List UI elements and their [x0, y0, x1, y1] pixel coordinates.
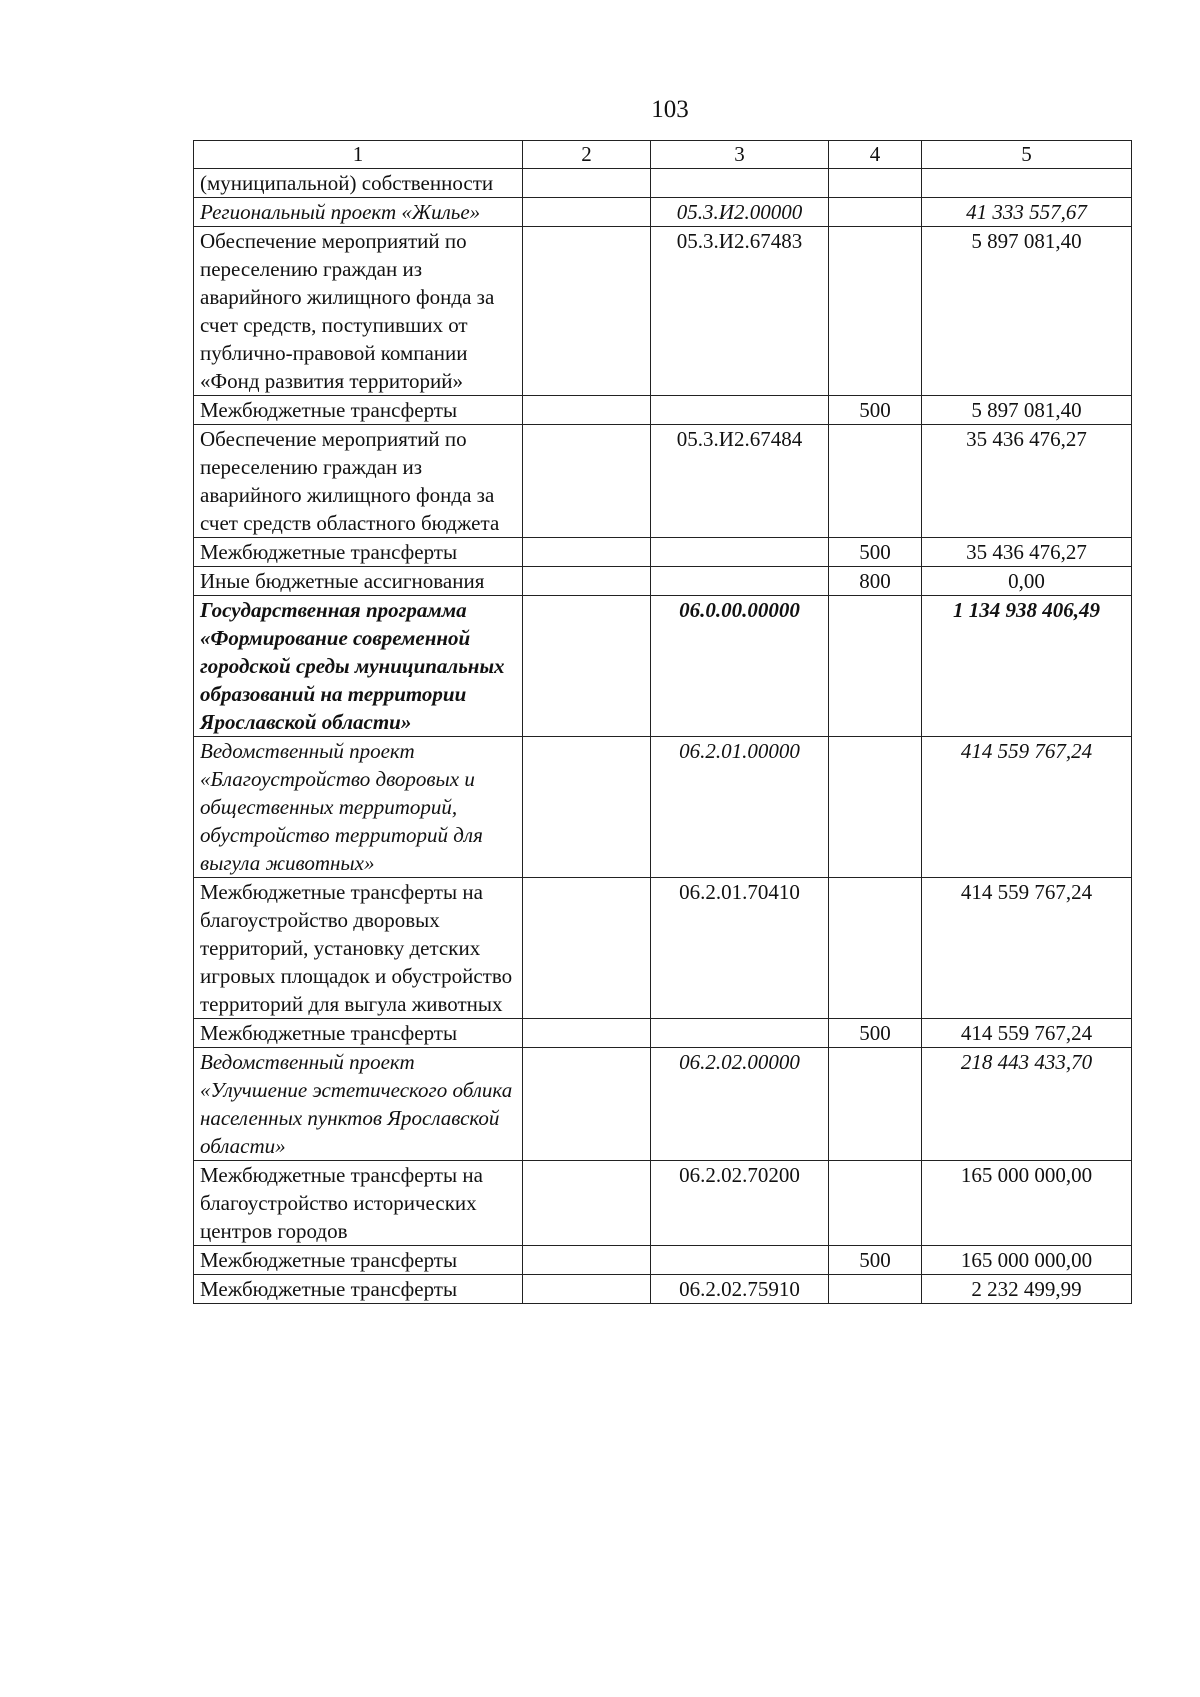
- row-code-cell: 05.3.И2.00000: [651, 198, 829, 227]
- row-amount-cell: 5 897 081,40: [922, 227, 1132, 396]
- header-col-5: 5: [922, 141, 1132, 169]
- table-row: [194, 1048, 1132, 1161]
- row-code-cell: 06.2.02.00000: [651, 1048, 829, 1161]
- table-row: [194, 227, 1132, 396]
- header-col-1: 1: [194, 141, 523, 169]
- row-col2-cell: [523, 1048, 651, 1161]
- table-row: [194, 169, 1132, 198]
- row-amount-cell: 414 559 767,24: [922, 878, 1132, 1019]
- row-code-cell: [651, 567, 829, 596]
- row-code-cell: 06.2.02.75910: [651, 1275, 829, 1304]
- row-code-cell: [651, 169, 829, 198]
- row-type-cell: [829, 878, 922, 1019]
- row-col2-cell: [523, 567, 651, 596]
- row-name-cell: Ведомственный проект «Благоустройство дворовых и общественных территорий, обустройство территорий для выгула животных»: [194, 737, 523, 878]
- row-code-cell: 06.2.02.70200: [651, 1161, 829, 1246]
- row-amount-cell: 165 000 000,00: [922, 1161, 1132, 1246]
- row-type-cell: [829, 1048, 922, 1161]
- row-name-cell: Иные бюджетные ассигнования: [194, 567, 523, 596]
- row-amount-cell: 218 443 433,70: [922, 1048, 1132, 1161]
- row-name-cell: Государственная программа «Формирование современной городской среды муниципальных образований на территории Ярославской области»: [194, 596, 523, 737]
- row-col2-cell: [523, 1246, 651, 1275]
- row-col2-cell: [523, 198, 651, 227]
- row-amount-cell: 41 333 557,67: [922, 198, 1132, 227]
- row-type-cell: 500: [829, 1019, 922, 1048]
- row-type-cell: [829, 425, 922, 538]
- row-type-cell: [829, 737, 922, 878]
- table-header-row: [194, 141, 1132, 169]
- row-col2-cell: [523, 1161, 651, 1246]
- row-amount-cell: 5 897 081,40: [922, 396, 1132, 425]
- header-col-2: 2: [523, 141, 651, 169]
- row-type-cell: 800: [829, 567, 922, 596]
- row-name-cell: Ведомственный проект «Улучшение эстетического облика населенных пунктов Ярославской области»: [194, 1048, 523, 1161]
- row-col2-cell: [523, 1275, 651, 1304]
- row-col2-cell: [523, 169, 651, 198]
- row-col2-cell: [523, 1019, 651, 1048]
- row-type-cell: [829, 1161, 922, 1246]
- row-type-cell: 500: [829, 538, 922, 567]
- row-code-cell: [651, 1019, 829, 1048]
- row-col2-cell: [523, 878, 651, 1019]
- budget-table: [193, 140, 1132, 1304]
- row-name-cell: Обеспечение мероприятий по переселению граждан из аварийного жилищного фонда за счет средств областного бюджета: [194, 425, 523, 538]
- row-amount-cell: 35 436 476,27: [922, 538, 1132, 567]
- row-type-cell: 500: [829, 396, 922, 425]
- row-type-cell: [829, 198, 922, 227]
- row-col2-cell: [523, 396, 651, 425]
- table-row: [194, 567, 1132, 596]
- table-row: [194, 1275, 1132, 1304]
- row-name-cell: Обеспечение мероприятий по переселению граждан из аварийного жилищного фонда за счет средств, поступивших от публично-правовой компании «Фонд развития территорий»: [194, 227, 523, 396]
- row-name-cell: Межбюджетные трансферты: [194, 538, 523, 567]
- table-row: [194, 538, 1132, 567]
- row-code-cell: 06.0.00.00000: [651, 596, 829, 737]
- row-name-cell: Межбюджетные трансферты: [194, 1019, 523, 1048]
- row-col2-cell: [523, 538, 651, 567]
- table-row: [194, 1019, 1132, 1048]
- table-row: [194, 878, 1132, 1019]
- table-row: [194, 425, 1132, 538]
- row-name-cell: Межбюджетные трансферты на благоустройство исторических центров городов: [194, 1161, 523, 1246]
- row-amount-cell: 2 232 499,99: [922, 1275, 1132, 1304]
- row-type-cell: [829, 596, 922, 737]
- row-name-cell: (муниципальной) собственности: [194, 169, 523, 198]
- row-amount-cell: 0,00: [922, 567, 1132, 596]
- row-amount-cell: 35 436 476,27: [922, 425, 1132, 538]
- header-col-4: 4: [829, 141, 922, 169]
- row-code-cell: [651, 396, 829, 425]
- header-col-3: 3: [651, 141, 829, 169]
- table-row: [194, 396, 1132, 425]
- row-amount-cell: 414 559 767,24: [922, 1019, 1132, 1048]
- row-col2-cell: [523, 425, 651, 538]
- table-row: [194, 1246, 1132, 1275]
- row-code-cell: [651, 1246, 829, 1275]
- row-col2-cell: [523, 596, 651, 737]
- row-name-cell: Межбюджетные трансферты на благоустройство дворовых территорий, установку детских игровых площадок и обустройство территорий для выгула животных: [194, 878, 523, 1019]
- row-code-cell: 05.3.И2.67483: [651, 227, 829, 396]
- page-number: 103: [651, 96, 689, 123]
- row-name-cell: Межбюджетные трансферты: [194, 1275, 523, 1304]
- row-type-cell: [829, 169, 922, 198]
- row-col2-cell: [523, 737, 651, 878]
- row-amount-cell: 414 559 767,24: [922, 737, 1132, 878]
- table-row: [194, 198, 1132, 227]
- row-amount-cell: [922, 169, 1132, 198]
- table-row: [194, 1161, 1132, 1246]
- row-type-cell: [829, 1275, 922, 1304]
- row-type-cell: [829, 227, 922, 396]
- row-name-cell: Региональный проект «Жилье»: [194, 198, 523, 227]
- row-col2-cell: [523, 227, 651, 396]
- row-type-cell: 500: [829, 1246, 922, 1275]
- row-code-cell: 06.2.01.00000: [651, 737, 829, 878]
- row-name-cell: Межбюджетные трансферты: [194, 1246, 523, 1275]
- row-code-cell: 05.3.И2.67484: [651, 425, 829, 538]
- table-row: [194, 596, 1132, 737]
- row-code-cell: 06.2.01.70410: [651, 878, 829, 1019]
- row-amount-cell: 1 134 938 406,49: [922, 596, 1132, 737]
- table-row: [194, 737, 1132, 878]
- row-amount-cell: 165 000 000,00: [922, 1246, 1132, 1275]
- row-code-cell: [651, 538, 829, 567]
- row-name-cell: Межбюджетные трансферты: [194, 396, 523, 425]
